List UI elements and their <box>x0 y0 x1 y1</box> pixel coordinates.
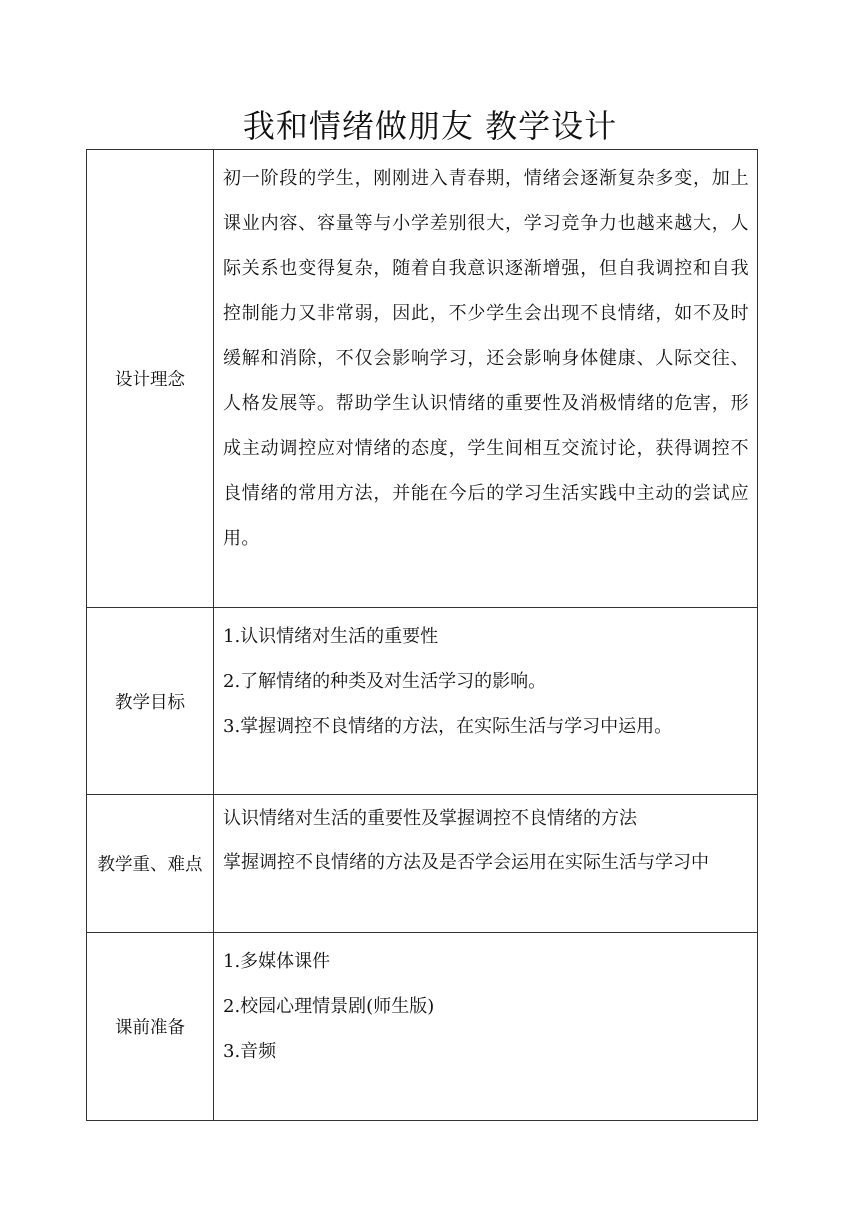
row-content-key-difficult-points <box>214 795 758 933</box>
table-row-teaching-goals <box>87 608 758 795</box>
table-row-preparation <box>87 933 758 1121</box>
row-label-key-difficult-points: 教学重、难点 <box>87 795 214 933</box>
goal-item: 2.了解情绪的种类及对生活学习的影响。 <box>223 671 547 692</box>
table-row-key-difficult-points <box>87 795 758 933</box>
goal-item: 1.认识情绪对生活的重要性 <box>223 626 439 647</box>
lesson-plan-table <box>86 149 758 1121</box>
row-content-teaching-goals <box>214 608 758 795</box>
document-title: 我和情绪做朋友 教学设计 <box>242 107 618 145</box>
table-row-design-concept <box>87 150 758 608</box>
preparation-item: 2.校园心理情景剧(师生版) <box>223 996 435 1017</box>
row-label-preparation: 课前准备 <box>87 933 214 1121</box>
row-label-teaching-goals: 教学目标 <box>87 608 214 795</box>
row-content-design-concept <box>214 150 758 608</box>
difficult-point-item: 掌握调控不良情绪的方法及是否学会运用在实际生活与学习中 <box>223 852 709 873</box>
preparation-item: 3.音频 <box>223 1041 277 1062</box>
preparation-item: 1.多媒体课件 <box>223 951 331 972</box>
goal-item: 3.掌握调控不良情绪的方法，在实际生活与学习中运用。 <box>223 716 673 737</box>
row-content-preparation <box>214 933 758 1121</box>
row-label-design-concept: 设计理念 <box>87 150 214 608</box>
key-point-item: 认识情绪对生活的重要性及掌握调控不良情绪的方法 <box>223 808 637 829</box>
design-concept-text: 初一阶段的学生，刚刚进入青春期，情绪会逐渐复杂多变，加上课业内容、容量等与小学差别很大，学习竞争力也越来越大，人际关系也变得复杂，随着自我意识逐渐增强，但自我调控和自我控制能力又非常弱，因此，不少学生会出现不良情绪，如不及时缓解和消除，不仅会影响学习，还会影响身体健康、人际交往、人格发展等。帮助学生认识情绪的重要性及消极情绪的危害，形成主动调控应对情绪的态度，学生间相互交流讨论，获得调控不良情绪的常用方法，并能在今后的学习生活实践中主动的尝试应用。 <box>223 168 749 549</box>
